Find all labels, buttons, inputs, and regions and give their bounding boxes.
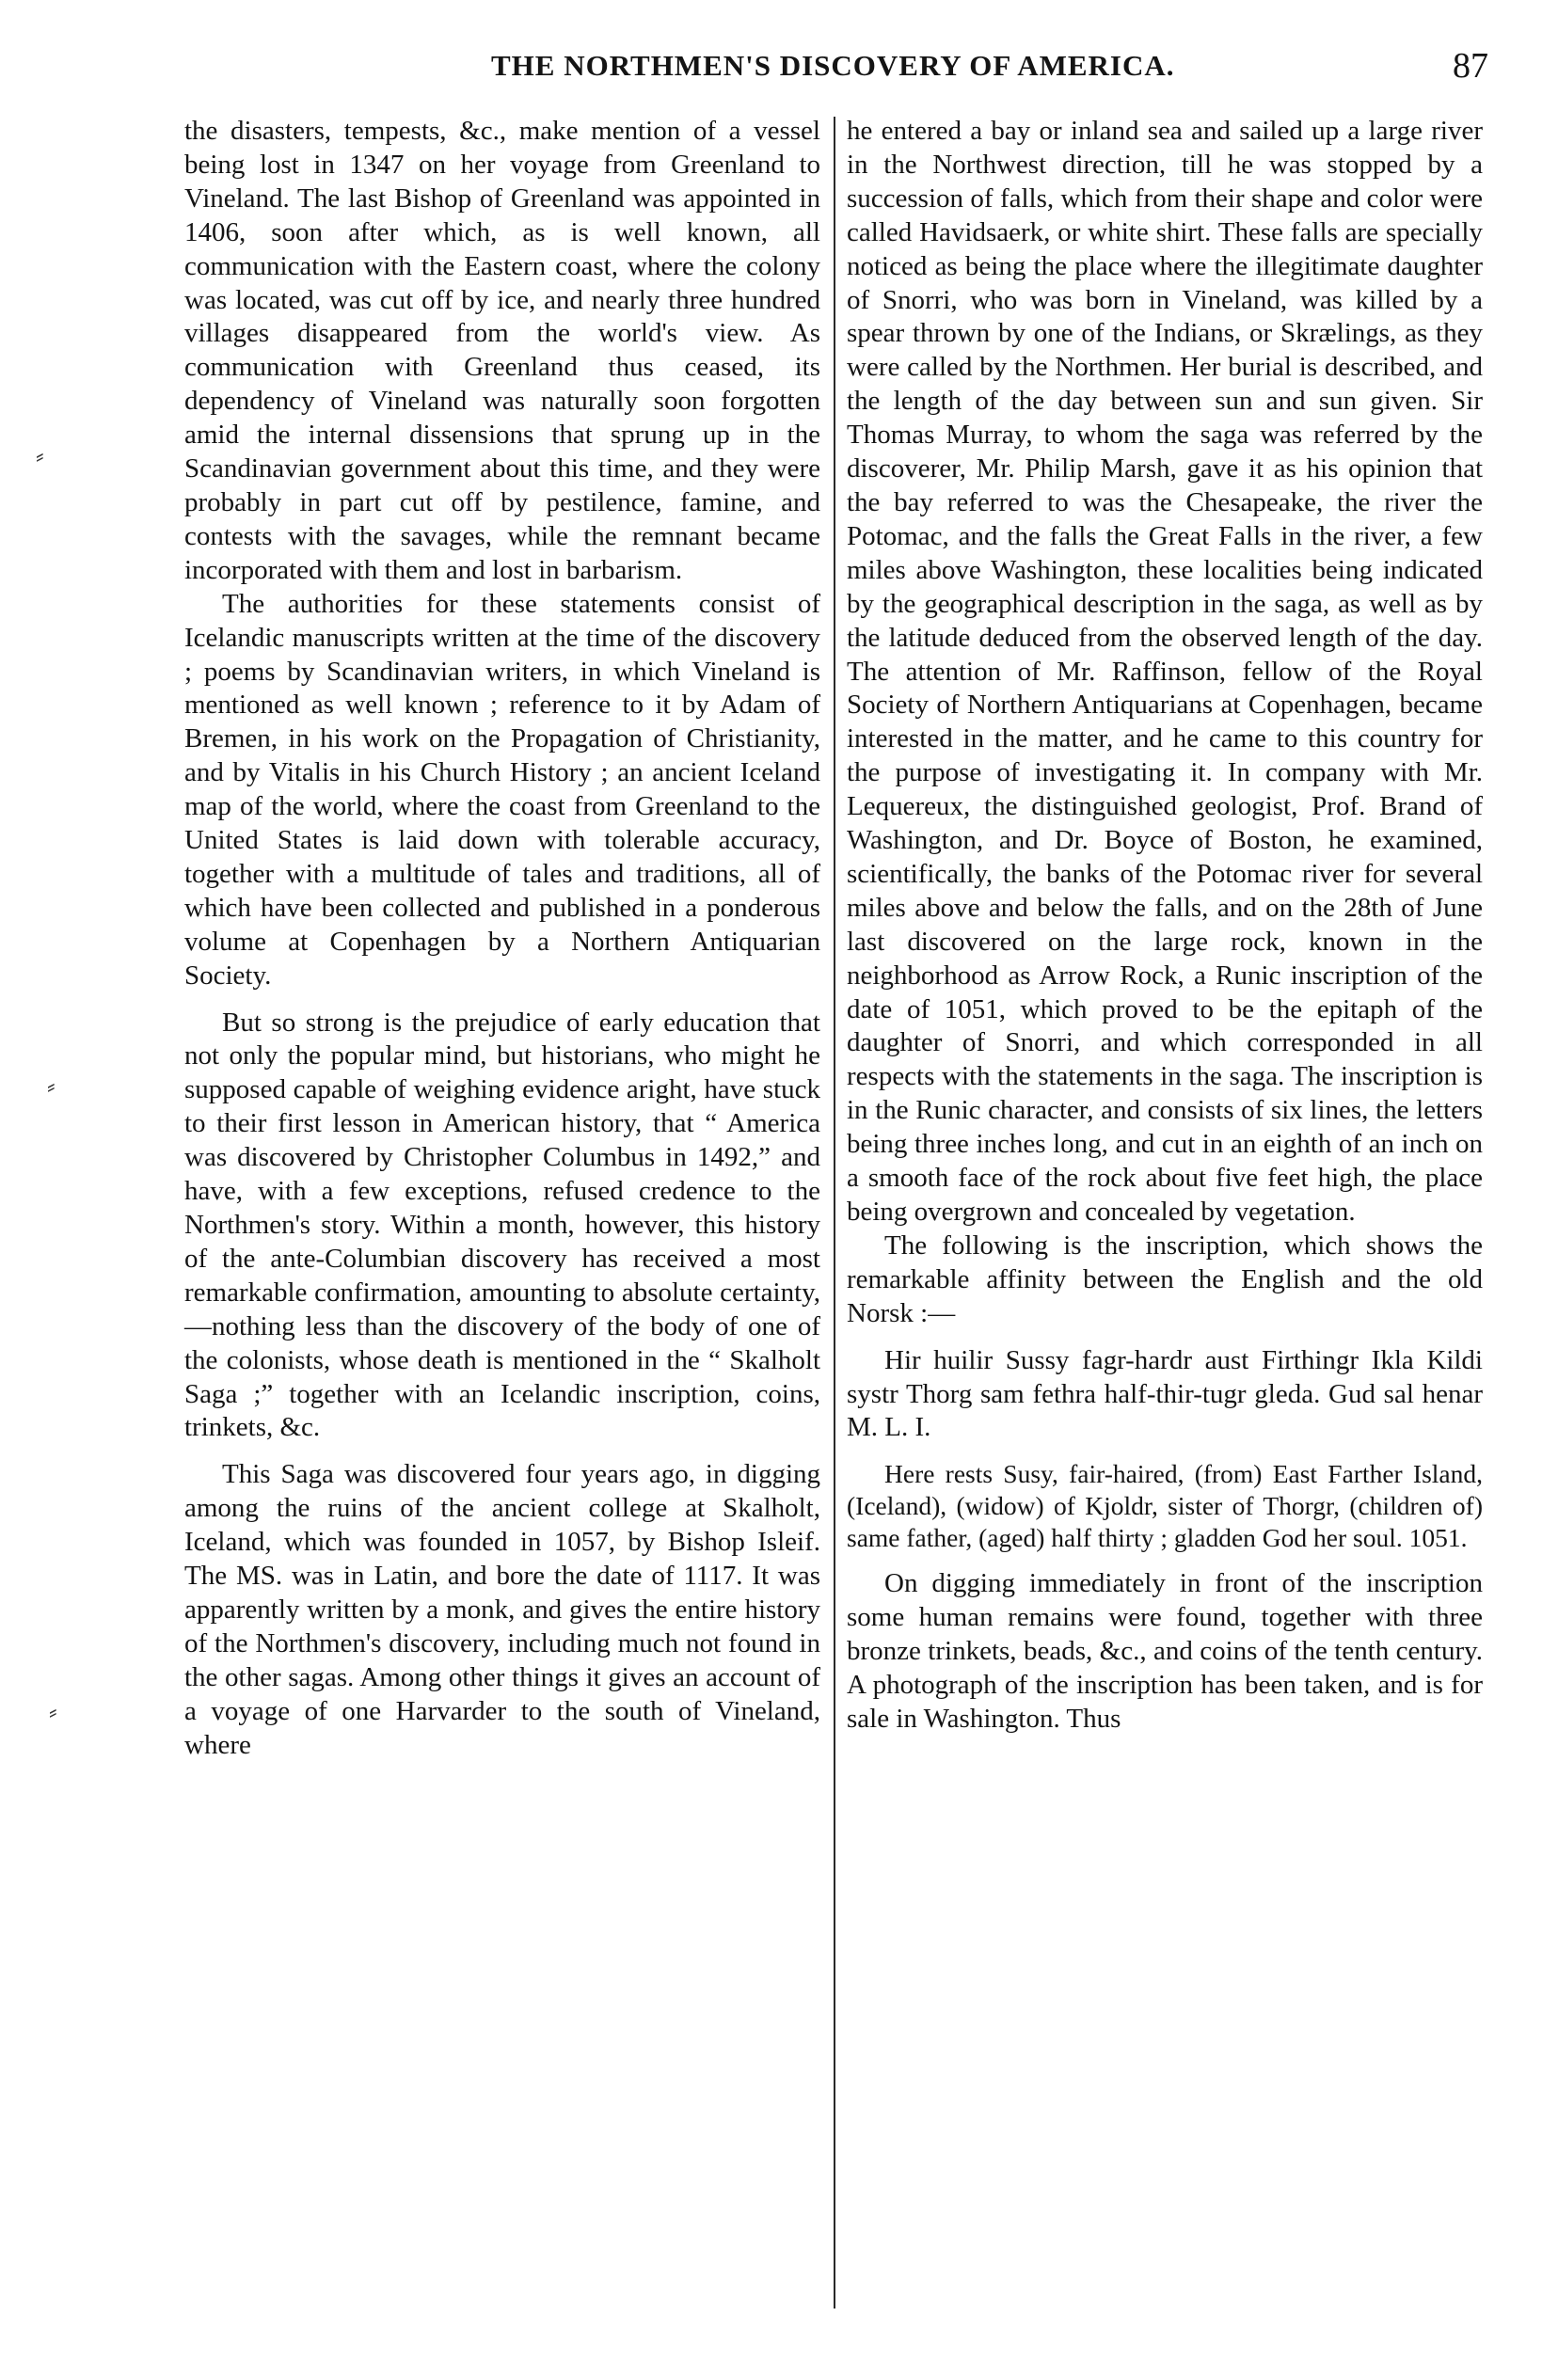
paragraph: the disasters, tempests, &c., make mention of a vessel being lost in 1347 on her voyage from Greenland to Vineland. The last Bishop of Greenland was appointed in 1406, soon after which, as is well known, all communication with the Eastern coast, where the colony was located, was cut off by ice, and nearly three hundred villages disappeared from the world's view. As communication with Greenland thus ceased, its dependency of Vineland was naturally soon forgotten amid the internal dissensions that sprung up in the Scandinavian government about this time, and they were probably in part cut off by pestilence, famine, and contests with the savages, while the remnant became incorporated with them and lost in barbarism. <box>184 116 820 585</box>
paragraph: On digging immediately in front of the inscription some human remains were found, together with three bronze trinkets, beads, &c., and coins of the tenth century. A photograph of the inscription has been taken, and is for sale in Washington. Thus <box>847 1568 1483 1734</box>
column-divider <box>834 117 835 2309</box>
paragraph: This Saga was discovered four years ago, in digging among the ruins of the ancient college at Skalholt, Iceland, which was founded in 1057, by Bishop Isleif. The MS. was in Latin, and bore the date of 1117. It was apparently written by a monk, and gives the entire history of the Northmen's discovery, including much not found in the other sagas. Among other things it gives an account of a voyage of one Harvarder to the south of Vineland, where <box>184 1459 820 1760</box>
page-header <box>188 46 1505 96</box>
margin-mark: ⸗ <box>49 1698 57 1725</box>
paragraph: But so strong is the prejudice of early education that not only the popular mind, but historians, who might he supposed capable of weighing evidence aright, have stuck to their first lesson in American history, that “ America was discovered by Christopher Columbus in 1492,” and have, with a few exceptions, refused credence to the Northmen's story. Within a month, however, this history of the ante-Columbian discovery has received a most remarkable confirmation, amounting to absolute certainty,—nothing less than the discovery of the body of one of the colonists, whose death is mentioned in the “ Skalholt Saga ;” together with an Icelandic inscription, coins, trinkets, &c. <box>184 1007 820 1443</box>
paragraph: The authorities for these statements consist of Icelandic manuscripts written at the time of the discovery ; poems by Scandinavian writers, in which Vineland is mentioned as well known ; reference to it by Adam of Bremen, in his work on the Propagation of Christianity, and by Vitalis in his Church History ; an ancient Iceland map of the world, where the coast from Greenland to the United States is laid down with tolerable accuracy, together with a multitude of tales and traditions, all of which have been collected and published in a ponderous volume at Copenhagen by a Northern Antiquarian Society. <box>184 588 820 991</box>
right-column <box>847 115 1483 1737</box>
page-number: 87 <box>1453 46 1488 86</box>
inscription-text: Hir huilir Sussy fagr-hardr aust Firthingr Ikla Kildi systr Thorg sam fethra half-thir-tugr gleda. Gud sal henar M. L. I. <box>847 1344 1483 1443</box>
paragraph: The following is the inscription, which shows the remarkable affinity between the English and the old Norsk :— <box>847 1230 1483 1328</box>
inscription-translation: Here rests Susy, fair-haired, (from) East Farther Island, (Iceland), (widow) of Kjoldr, sister of Thorgr, (children of) same father, (aged) half thirty ; gladden God her soul. 1051. <box>847 1459 1483 1553</box>
margin-mark: ⸗ <box>47 1072 56 1100</box>
running-title: THE NORTHMEN'S DISCOVERY OF AMERICA. <box>491 49 1175 82</box>
margin-mark: ⸗ <box>36 442 44 469</box>
paragraph: he entered a bay or inland sea and sailed up a large river in the Northwest direction, till he was stopped by a succession of falls, which from their shape and color were called Havidsaerk, or white shirt. These falls are specially noticed as being the place where the illegitimate daughter of Snorri, who was born in Vineland, was killed by a spear thrown by one of the Indians, or Skrælings, as they were called by the Northmen. Her burial is described, and the length of the day between sun and sun given. Sir Thomas Murray, to whom the saga was referred by the discoverer, Mr. Philip Marsh, gave it as his opinion that the bay referred to was the Chesapeake, the river the Potomac, and the falls the Great Falls in the river, a few miles above Washington, these localities being indicated by the geographical description in the saga, as well as by the latitude deduced from the observed length of the day. The attention of Mr. Raffinson, fellow of the Royal Society of Northern Antiquarians at Copenhagen, became interested in the matter, and he came to this country for the purpose of investigating it. In company with Mr. Lequereux, the distinguished geologist, Prof. Brand of Washington, and Dr. Boyce of Boston, he examined, scientifically, the banks of the Potomac river for several miles above and below the falls, and on the 28th of June last discovered on the large rock, known in the neighborhood as Arrow Rock, a Runic inscription of the date of 1051, which proved to be the epitaph of the daughter of Snorri, and which corresponded in all respects with the statements in the saga. The inscription is in the Runic character, and consists of six lines, the letters being three inches long, and cut in an eighth of an inch on a smooth face of the rock about five feet high, the place being overgrown and concealed by vegetation. <box>847 116 1483 1227</box>
left-column <box>184 115 820 1763</box>
